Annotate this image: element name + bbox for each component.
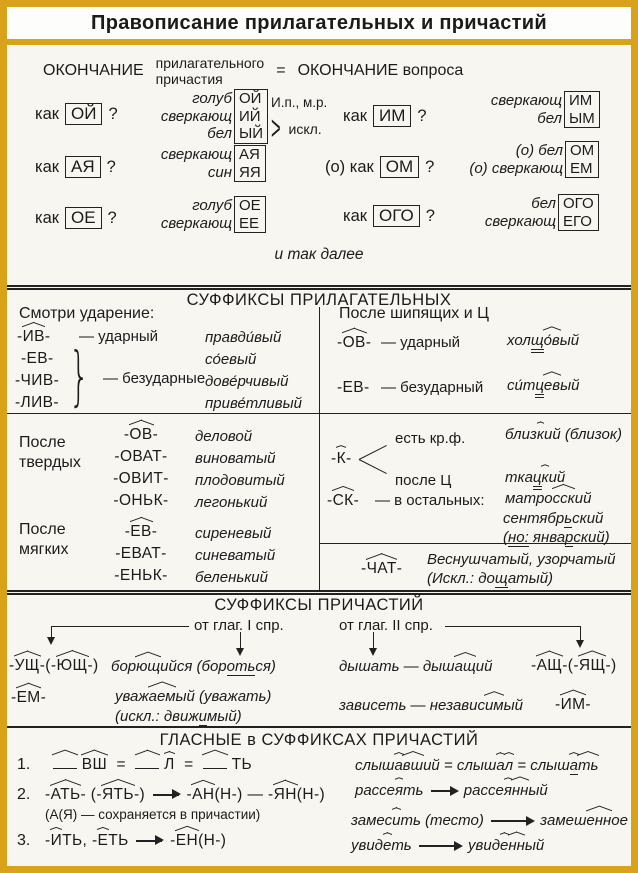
arrowhead-icon bbox=[47, 637, 55, 645]
soft-label-2: мягких bbox=[19, 541, 69, 558]
question-word: как bbox=[35, 208, 59, 227]
angle-bracket-icon: > bbox=[271, 109, 281, 148]
soft-examples bbox=[195, 523, 275, 589]
suffix-evat: -ЕВАТ- bbox=[115, 545, 167, 562]
stress-title: Смотри ударение: bbox=[19, 305, 155, 322]
section-vowels bbox=[7, 726, 631, 860]
item-number: 2. bbox=[17, 786, 31, 803]
section-header: СУФФИКСЫ ПРИЛАГАТЕЛЬНЫХ bbox=[186, 291, 452, 309]
example-matrossky: матросский bbox=[505, 490, 592, 507]
ending: ИЙ bbox=[239, 107, 261, 125]
connector-line bbox=[580, 626, 581, 641]
unstressed-label: — безударные bbox=[103, 370, 206, 387]
ending-column-box bbox=[234, 89, 268, 144]
ending-column-box bbox=[558, 194, 599, 231]
example-word: беленький bbox=[195, 569, 268, 586]
stress-examples bbox=[205, 327, 302, 415]
example-word: деловой bbox=[195, 428, 253, 445]
word: (о) сверкающ bbox=[469, 159, 563, 177]
example-word: виноватый bbox=[195, 450, 276, 467]
question-mark: ? bbox=[107, 208, 117, 227]
suffix-chat: -ЧАТ- bbox=[361, 560, 403, 577]
ending: ЕГО bbox=[563, 212, 592, 230]
question-mark: ? bbox=[417, 106, 427, 125]
stressed-label: — ударный bbox=[79, 328, 159, 345]
example-word: правди́вый bbox=[205, 329, 282, 346]
rule-3: -ИТЬ, -ЕТЬ -ЕН(Н-) bbox=[45, 832, 227, 849]
ending: ЯЯ bbox=[239, 163, 261, 181]
unstressed-label: — безударный bbox=[381, 379, 484, 396]
ending: ОЕ bbox=[239, 197, 261, 214]
question-om bbox=[325, 156, 434, 178]
example-sentyabrsky: сентябрьский bbox=[503, 510, 604, 527]
ending: ЫЙ bbox=[239, 125, 264, 142]
suffix-sk: -СК- bbox=[327, 492, 360, 509]
question-mark: ? bbox=[108, 104, 118, 123]
question-word: как bbox=[343, 106, 367, 125]
hard-label-2: твердых bbox=[19, 454, 81, 471]
ending: ЕЕ bbox=[239, 214, 260, 232]
suffix-k: -К- bbox=[331, 450, 352, 467]
connector-line bbox=[445, 626, 581, 627]
ending: ЕМ bbox=[570, 159, 593, 177]
suffix-ev: -ЕВ- bbox=[337, 379, 370, 396]
example-word: приве́тливый bbox=[205, 395, 302, 412]
example-boryushchiysya: борющийся (бороться) bbox=[111, 658, 276, 675]
sk-label: — в остальных: bbox=[375, 492, 485, 509]
word: голуб bbox=[192, 90, 232, 107]
formula-lhs: ОКОНЧАНИЕ bbox=[43, 62, 144, 79]
rule-2: -АТЬ- (-ЯТЬ-) -АН(Н-) — -ЯН(Н-) bbox=[45, 786, 326, 803]
example-words bbox=[127, 197, 232, 232]
word: сверкающ bbox=[160, 107, 232, 125]
word: голуб bbox=[192, 197, 232, 214]
ending-column-box bbox=[564, 91, 600, 128]
arrowhead-icon bbox=[576, 640, 584, 648]
k-branch-1-label: есть кр.ф. bbox=[395, 430, 466, 447]
question-word: как bbox=[35, 157, 59, 176]
ending: ИМ bbox=[569, 92, 593, 109]
exception-dvizhimy: (искл.: движимый) bbox=[115, 708, 242, 725]
example-kholshchovy: холщо́вый bbox=[507, 332, 579, 349]
connector-line bbox=[240, 632, 241, 649]
question-oy bbox=[35, 103, 118, 125]
example-dyshashchy: дышать — дышащий bbox=[339, 658, 493, 675]
example-yanvarsky: (но: январский) bbox=[503, 529, 610, 546]
ending-box: ИМ bbox=[373, 105, 411, 127]
example-rasseyanny: рассеять рассеянный bbox=[355, 782, 548, 799]
examples-oy bbox=[127, 89, 268, 144]
title-band bbox=[7, 7, 631, 45]
suffix-usch-yusch: -УЩ-(-ЮЩ-) bbox=[9, 657, 99, 674]
chat-exception: (Искл.: дощатый) bbox=[427, 570, 553, 587]
section-endings bbox=[7, 45, 631, 285]
examples-im bbox=[465, 91, 600, 128]
section-participle-suffixes bbox=[7, 590, 631, 726]
hard-examples bbox=[195, 426, 285, 514]
column-divider bbox=[319, 307, 320, 590]
question-word: как bbox=[343, 206, 367, 225]
section-header: СУФФИКСЫ ПРИЧАСТИЙ bbox=[214, 596, 424, 614]
question-aya bbox=[35, 156, 116, 178]
formula-rhs: ОКОНЧАНИЕ вопроса bbox=[297, 62, 464, 79]
exception-note bbox=[271, 109, 327, 148]
soft-label-1: После bbox=[19, 521, 66, 538]
ending-box: ОГО bbox=[373, 205, 420, 227]
examples-oe bbox=[127, 196, 266, 233]
examples-aya bbox=[127, 145, 266, 182]
fork-icon bbox=[359, 440, 391, 480]
arrowhead-icon bbox=[236, 648, 244, 656]
formula-of-stack bbox=[156, 55, 265, 87]
ending: ОЙ bbox=[239, 90, 262, 107]
brace-icon: } bbox=[69, 340, 90, 414]
example-zameshennoe: замесить (тесто) замешенное bbox=[351, 812, 628, 829]
suffix-ev: -ЕВ- bbox=[21, 350, 54, 367]
word: сверкающ bbox=[490, 92, 562, 109]
example-words bbox=[127, 90, 232, 143]
page-title: Правописание прилагательных и причастий bbox=[91, 11, 547, 34]
rule-1: ВШ = Л = ТЬ bbox=[53, 756, 252, 774]
item-number: 1. bbox=[17, 756, 31, 773]
word: (о) бел bbox=[515, 142, 563, 159]
example-blizky: близкий (близок) bbox=[505, 426, 622, 443]
question-mark: ? bbox=[425, 157, 435, 176]
arrowhead-icon bbox=[369, 648, 377, 656]
example-word: синеватый bbox=[195, 547, 276, 564]
word: син bbox=[207, 163, 232, 181]
suffix-ev: -ЕВ- bbox=[124, 523, 158, 540]
example-words bbox=[459, 195, 556, 230]
ending-column-box bbox=[565, 141, 599, 178]
section-adjective-suffixes bbox=[7, 285, 631, 590]
examples-ogo bbox=[459, 194, 599, 231]
word: сверкающ bbox=[160, 214, 232, 232]
question-word: (о) как bbox=[325, 157, 374, 176]
case-label: И.п., м.р. bbox=[271, 95, 328, 110]
question-mark: ? bbox=[106, 157, 116, 176]
ending-box: АЯ bbox=[65, 156, 101, 178]
sibilants-title: После шипящих и Ц bbox=[339, 305, 489, 322]
suffix-ov: -ОВ- bbox=[337, 334, 372, 351]
example-tkatsky: ткацкий bbox=[505, 469, 565, 486]
section-header: ГЛАСНЫЕ в СУФФИКСАХ ПРИЧАСТИЙ bbox=[159, 731, 479, 749]
example-word: легонький bbox=[195, 494, 268, 511]
example-word: дове́рчивый bbox=[205, 373, 289, 390]
suffix-asch-yasch: -АЩ-(-ЯЩ-) bbox=[531, 657, 617, 674]
word: бел bbox=[531, 195, 556, 212]
item-number: 3. bbox=[17, 832, 31, 849]
example-word: сиреневый bbox=[195, 525, 272, 542]
row-divider bbox=[7, 413, 631, 414]
ending-column-box bbox=[234, 145, 266, 182]
conjugation-2-label: от глаг. II спр. bbox=[339, 617, 433, 634]
formula-of-participle: причастия bbox=[155, 71, 223, 87]
suffix-ovat: -ОВАТ- bbox=[114, 448, 168, 465]
suffix-im: -ИМ- bbox=[555, 696, 591, 713]
suffix-onk: -ОНЬК- bbox=[113, 492, 169, 509]
k-branch-2-label: после Ц bbox=[395, 472, 452, 489]
example-word: плодовитый bbox=[195, 472, 285, 489]
hard-label-1: После bbox=[19, 434, 66, 451]
etcetera-note: и так далее bbox=[274, 246, 364, 263]
ending: ОГО bbox=[563, 195, 594, 212]
word: бел bbox=[537, 109, 562, 127]
suffix-chiv: -ЧИВ- bbox=[15, 372, 60, 389]
suffix-ov: -ОВ- bbox=[123, 426, 159, 443]
question-oe bbox=[35, 207, 117, 229]
chat-examples: Веснушчатый, узорчатый bbox=[427, 551, 616, 568]
ending-column-box bbox=[234, 196, 266, 233]
example-words bbox=[127, 146, 232, 181]
suffix-iv: -ИВ- bbox=[17, 328, 51, 345]
question-mark: ? bbox=[425, 206, 435, 225]
suffix-enk: -ЕНЬК- bbox=[114, 567, 168, 584]
question-im bbox=[343, 105, 427, 127]
word: сверкающ bbox=[484, 212, 556, 230]
connector-line bbox=[51, 626, 189, 627]
ending-box: ОЙ bbox=[65, 103, 102, 125]
suffix-liv: -ЛИВ- bbox=[15, 394, 59, 411]
example-slyshavshy: слышавший = слышал = слышать bbox=[355, 757, 599, 774]
question-ogo bbox=[343, 205, 435, 227]
example-uvazhaemy: уважаемый (уважать) bbox=[115, 688, 272, 705]
example-word: со́евый bbox=[205, 351, 257, 368]
ending: АЯ bbox=[239, 146, 260, 163]
example-sittsevy: си́тцевый bbox=[507, 377, 579, 394]
question-word: как bbox=[35, 104, 59, 123]
suffix-ovit: -ОВИТ- bbox=[113, 470, 169, 487]
ending: ОМ bbox=[570, 142, 595, 159]
rule-2-note: (А(Я) — сохраняется в причастии) bbox=[45, 807, 261, 822]
endings-formula bbox=[43, 55, 463, 87]
formula-of-adjective: прилагательного bbox=[155, 55, 265, 71]
conjugation-1-label: от глаг. I спр. bbox=[194, 617, 284, 634]
exception-label: искл. bbox=[288, 120, 322, 137]
ending-box: ОМ bbox=[380, 156, 419, 178]
stressed-label: — ударный bbox=[381, 334, 461, 351]
equals-sign: = bbox=[276, 62, 286, 79]
example-uvidenny: увидеть увиденный bbox=[351, 837, 545, 854]
example-words bbox=[465, 92, 562, 127]
ending-box: ОЕ bbox=[65, 207, 102, 229]
case-note bbox=[271, 95, 328, 148]
word: сверкающ bbox=[160, 146, 232, 163]
example-nezavisimy: зависеть — независимый bbox=[339, 697, 523, 714]
ending: ЫМ bbox=[569, 109, 595, 127]
connector-line bbox=[373, 632, 374, 649]
example-words bbox=[453, 142, 563, 177]
suffix-em: -ЕМ- bbox=[11, 689, 47, 706]
examples-om bbox=[453, 141, 599, 178]
word: бел bbox=[207, 125, 232, 142]
